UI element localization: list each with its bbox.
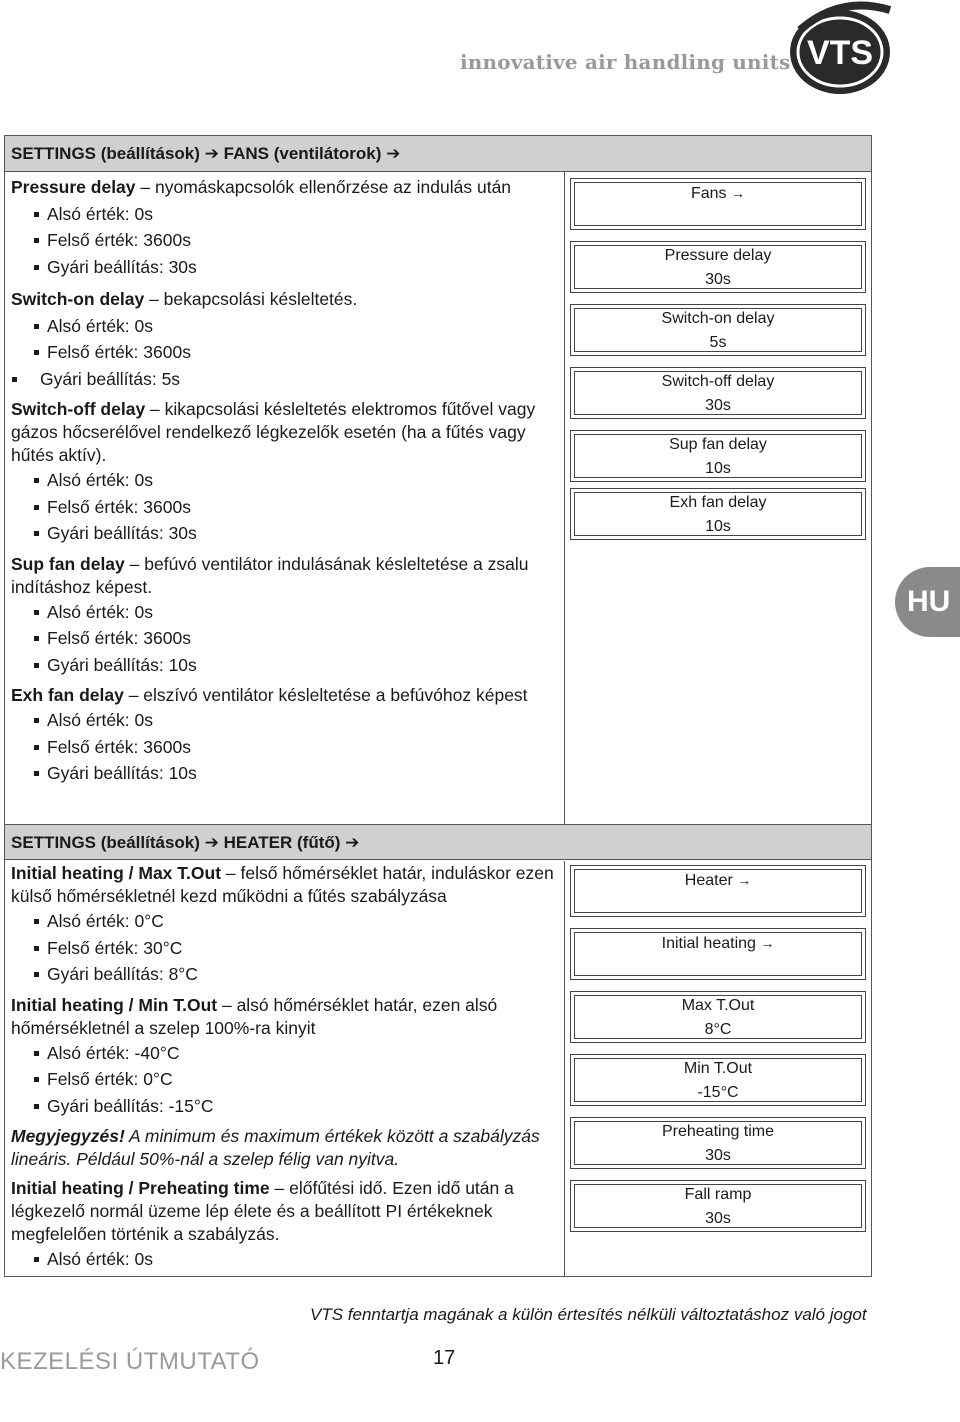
text-segment: Initial heating: [661, 935, 761, 952]
term-label: Sup fan delay: [11, 553, 125, 574]
arrow-right-icon: →: [760, 935, 775, 951]
screen-exh-fan-delay: [570, 488, 866, 540]
term-label: Pressure delay: [11, 177, 136, 197]
text-segment: -15°C: [697, 1084, 739, 1101]
list-item-text: Gyári beállítás: 10s: [47, 763, 197, 783]
note-paragraph: [11, 1125, 559, 1171]
list-item: [11, 494, 559, 521]
heater-heading-prefix: SETTINGS (beállítások): [11, 833, 200, 852]
list-item: [11, 254, 559, 281]
text-segment: 10s: [705, 518, 731, 535]
list-item: [11, 339, 559, 366]
disclaimer: VTS fenntartja magának a külön értesítés nélküli változtatáshoz való jogot: [310, 1305, 867, 1324]
list-item: [11, 760, 559, 787]
sup-fan-delay-paragraph: [11, 553, 559, 599]
list-item: [11, 625, 559, 652]
text-segment: Min T.Out: [683, 1060, 753, 1077]
list-item-text: Gyári beállítás: 30s: [47, 523, 197, 543]
switch-on-delay-paragraph: [11, 286, 559, 313]
page-number: 17: [433, 1347, 456, 1369]
list-item-text: Gyári beállítás: 10s: [47, 654, 197, 675]
list-item-text: Felső érték: 3600s: [47, 496, 191, 517]
min-tout-paragraph: [11, 994, 559, 1040]
list-item: [11, 227, 559, 254]
heater-description: [11, 862, 559, 1273]
term-label: Megyjegyzés!: [11, 1126, 125, 1146]
arrow-right-icon: ➔: [345, 833, 360, 852]
text-segment: [571, 931, 865, 956]
text-segment: – nyomáskapcsolók ellenőrzése az indulás után: [135, 177, 512, 197]
list-item: [11, 961, 559, 988]
list-item: [11, 908, 559, 935]
term-label: Switch-on delay: [11, 289, 145, 309]
text-segment: – kikapcsolási késleltetés elektromos fűtővel vagy gázos hőcserélővel rendelkező légkezelők esetén (ha a fűtés vagy hűtés aktív).: [11, 399, 536, 465]
screen-min-tout: [570, 1054, 866, 1106]
text-segment: [571, 181, 865, 206]
screen-initial-heating: [570, 928, 866, 980]
list-item-text: Gyári beállítás: 30s: [47, 256, 197, 277]
arrow-right-icon: ➔: [386, 144, 401, 163]
max-tout-paragraph: [11, 862, 559, 908]
heater-heading-name: HEATER (fűtő): [223, 833, 341, 852]
list-item-text: Alsó érték: 0s: [47, 710, 154, 730]
text-segment: Switch-on delay: [661, 310, 775, 327]
list-item: [11, 1093, 559, 1120]
list-item-text: Felső érték: 3600s: [47, 628, 191, 648]
term-label: Switch-off delay: [11, 399, 146, 419]
column-divider: [564, 861, 565, 1276]
list-item-text: Alsó érték: 0s: [47, 315, 154, 336]
text-segment: Pressure delay: [664, 247, 772, 264]
screen-pressure-delay: [570, 241, 866, 293]
list-item: [11, 366, 559, 393]
screen-heater: [570, 865, 866, 917]
text-segment: Exh fan delay: [669, 494, 767, 511]
list-item: [11, 707, 559, 734]
language-tab: HU: [895, 567, 960, 637]
list-item: [11, 520, 559, 547]
fans-heading-name: FANS (ventilátorok): [223, 144, 382, 163]
text-segment: [571, 868, 865, 893]
list-item-text: Alsó érték: 0s: [47, 203, 154, 224]
list-item-text: Gyári beállítás: -15°C: [47, 1095, 214, 1116]
term-label: Exh fan delay: [11, 685, 124, 705]
text-segment: Max T.Out: [681, 997, 755, 1014]
screen-preheating-time: [570, 1117, 866, 1169]
screen-switch-off-delay: [570, 367, 866, 419]
list-item: [11, 313, 559, 340]
list-item-text: Alsó érték: -40°C: [47, 1042, 180, 1063]
text-segment: 30s: [705, 1210, 731, 1227]
list-item-text: Gyári beállítás: 5s: [40, 368, 181, 389]
term-label: Initial heating / Preheating time: [11, 1178, 270, 1198]
tagline: innovative air handling units: [460, 50, 791, 74]
list-item-text: Alsó érték: 0s: [47, 1249, 154, 1269]
screen-fans: [570, 178, 866, 230]
text-segment: 10s: [705, 460, 731, 477]
heater-section-heading: [5, 824, 871, 860]
text-segment: – elszívó ventilátor késleltetése a befúvóhoz képest: [123, 685, 528, 705]
list-item-text: Felső érték: 3600s: [47, 736, 191, 757]
column-divider: [564, 172, 565, 839]
text-segment: 30s: [705, 1147, 731, 1164]
list-item-text: Felső érték: 3600s: [47, 230, 191, 250]
text-segment: – bekapcsolási késleltetés.: [144, 289, 358, 309]
text-segment: – felső hőmérséklet határ, induláskor ezen külső hőmérsékletnél kezd működni a fűtés szabályzása: [11, 863, 554, 906]
switch-off-delay-paragraph: [11, 398, 559, 467]
list-item: [11, 1040, 559, 1067]
list-item-text: Alsó érték: 0°C: [47, 911, 164, 931]
list-item-text: Felső érték: 3600s: [47, 342, 191, 362]
screen-fall-ramp: [570, 1180, 866, 1232]
screen-max-tout: [570, 991, 866, 1043]
text-segment: Switch-off delay: [661, 373, 775, 390]
screen-sup-fan-delay: [570, 430, 866, 482]
term-label: Initial heating / Min T.Out: [11, 994, 218, 1015]
list-item-text: Alsó érték: 0s: [47, 470, 154, 490]
text-segment: 8°C: [704, 1021, 732, 1038]
list-item: [11, 652, 559, 679]
arrow-right-icon: →: [737, 872, 752, 888]
list-item: [11, 935, 559, 962]
logo-text: VTS: [806, 34, 874, 72]
text-segment: A minimum és maximum értékek között a szabályzás lineáris. Például 50%-nál a szelep félig van nyitva.: [11, 1126, 540, 1169]
list-item-text: Felső érték: 30°C: [47, 937, 183, 958]
list-item: [11, 734, 559, 761]
arrow-right-icon: →: [731, 185, 745, 201]
text-segment: Heater: [684, 872, 738, 889]
text-segment: – előfűtési idő. Ezen idő után a légkezelő normál üzeme lép élete és a beállított PI értékeknek megfelelően történik a szabályzás.: [11, 1178, 514, 1244]
text-segment: Preheating time: [661, 1123, 775, 1140]
text-segment: Fall ramp: [684, 1186, 752, 1203]
text-segment: 30s: [705, 397, 731, 414]
list-item: [11, 467, 559, 494]
text-segment: – befúvó ventilátor indulásának késleltetése a zsalu indításhoz képest.: [11, 553, 529, 597]
list-item: [11, 1066, 559, 1093]
list-item: [11, 201, 559, 228]
fans-section-heading: [5, 136, 871, 172]
arrow-right-icon: ➔: [204, 833, 219, 852]
list-item-text: Felső érték: 0°C: [47, 1069, 173, 1089]
list-item: [11, 599, 559, 626]
fans-heading-prefix: SETTINGS (beállítások): [11, 144, 200, 163]
list-item: [11, 1246, 559, 1273]
term-label: Initial heating / Max T.Out: [11, 863, 222, 883]
exh-fan-delay-paragraph: [11, 684, 559, 707]
fans-description: [11, 174, 559, 787]
text-segment: 30s: [705, 271, 731, 288]
screen-switch-on-delay: [570, 304, 866, 356]
text-segment: 5s: [709, 334, 727, 351]
vts-logo: [780, 0, 898, 98]
preheating-time-paragraph: [11, 1177, 559, 1246]
text-segment: Fans: [690, 185, 731, 202]
list-item-text: Alsó érték: 0s: [47, 601, 154, 622]
manual-title: KEZELÉSI ÚTMUTATÓ: [0, 1348, 260, 1375]
arrow-right-icon: ➔: [204, 144, 219, 163]
text-segment: Sup fan delay: [669, 436, 767, 453]
pressure-delay-paragraph: [11, 174, 559, 201]
text-segment: – alsó hőmérséklet határ, ezen alsó hőmérsékletnél a szelep 100%-ra kinyit: [11, 994, 498, 1038]
list-item-text: Gyári beállítás: 8°C: [47, 964, 198, 984]
